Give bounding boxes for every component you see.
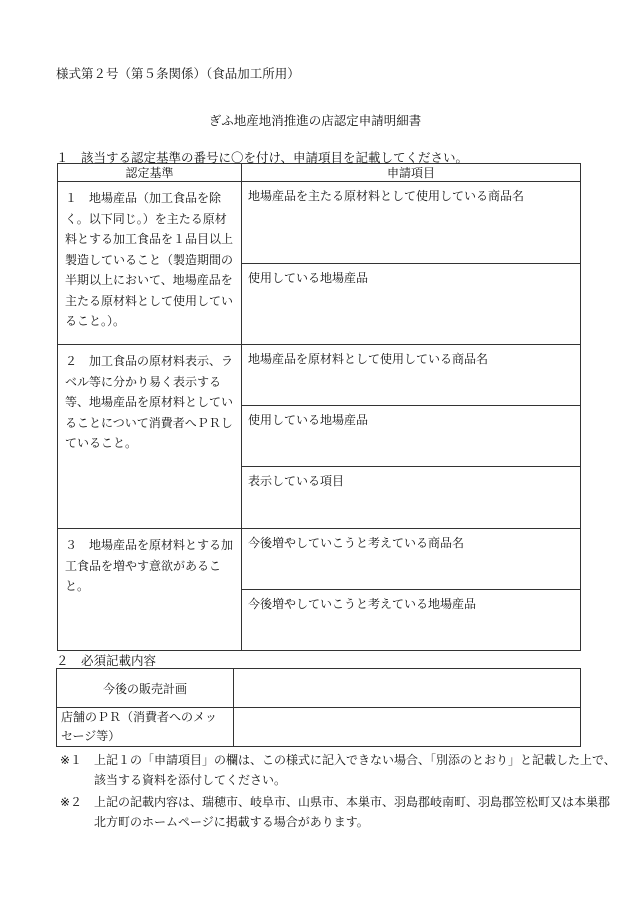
criteria-table-header — [58, 164, 581, 182]
section2-heading: ２ 必須記載内容 — [56, 653, 157, 668]
shop-pr-field[interactable] — [234, 708, 581, 747]
required-info-table — [56, 668, 581, 747]
criterion-text: 地場産品（加工食品を除く。以下同じ。）を主たる原材料とする加工食品を１品目以上製造していること（製造期間の半期以上において、地場産品を主たる原材料として使用していること。）。 — [65, 191, 234, 328]
item-field[interactable] — [242, 529, 581, 590]
item-field[interactable] — [242, 264, 581, 345]
section1-heading: １ 該当する認定基準の番号に〇を付け、申請項目を記載してください。 — [56, 150, 469, 165]
column-header-items: 申請項目 — [242, 164, 581, 182]
sales-plan-field[interactable] — [234, 669, 581, 708]
table-row — [58, 345, 581, 406]
criterion-cell — [58, 345, 242, 529]
item-label: 表示している項目 — [248, 474, 345, 488]
item-label: 使用している地場産品 — [248, 271, 369, 285]
item-label: 今後増やしていこうと考えている地場産品 — [248, 597, 477, 611]
criterion-text: 地場産品を原材料とする加工食品を増やす意欲があること。 — [65, 538, 234, 593]
item-field[interactable] — [242, 467, 581, 529]
table-row — [58, 529, 581, 590]
form-number: 様式第２号（第５条関係）（食品加工所用） — [56, 66, 300, 81]
table-row — [57, 708, 581, 747]
item-label: 使用している地場産品 — [248, 413, 369, 427]
sales-plan-label: 今後の販売計画 — [57, 669, 234, 708]
criterion-number: ２ — [65, 354, 78, 368]
note-mark: ※２ — [60, 795, 83, 809]
criterion-text: 加工食品の原材料表示、ラベル等に分かり易く表示する等、地場産品を原材料としていることについて消費者へＰＲしていること。 — [65, 354, 234, 450]
criterion-number: １ — [65, 191, 78, 205]
item-field[interactable] — [242, 182, 581, 264]
criteria-table — [57, 163, 581, 651]
item-label: 地場産品を主たる原材料として使用している商品名 — [248, 189, 525, 203]
table-row — [57, 669, 581, 708]
criterion-cell — [58, 529, 242, 651]
criterion-cell — [58, 182, 242, 345]
item-field[interactable] — [242, 590, 581, 651]
table-row — [58, 182, 581, 264]
note-text: 上記の記載内容は、瑞穂市、岐阜市、山県市、本巣市、羽島郡岐南町、羽島郡笠松町又は本巣郡北方町のホームページに掲載する場合があります。 — [94, 795, 611, 829]
item-label: 今後増やしていこうと考えている商品名 — [248, 536, 465, 550]
note-2 — [60, 792, 616, 832]
note-mark: ※１ — [60, 753, 83, 767]
item-field[interactable] — [242, 345, 581, 406]
item-field[interactable] — [242, 406, 581, 467]
document-title: ぎふ地産地消推進の店認定申請明細書 — [208, 113, 422, 128]
shop-pr-label: 店舗のＰＲ（消費者へのメッセージ等） — [57, 708, 234, 747]
item-label: 地場産品を原材料として使用している商品名 — [248, 352, 489, 366]
note-text: 上記１の「申請項目」の欄は、この様式に記入できない場合、「別添のとおり」と記載した上で、該当する資料を添付してください。 — [94, 753, 616, 787]
criterion-number: ３ — [65, 538, 78, 552]
column-header-criteria: 認定基準 — [58, 164, 242, 182]
note-1 — [60, 750, 616, 790]
